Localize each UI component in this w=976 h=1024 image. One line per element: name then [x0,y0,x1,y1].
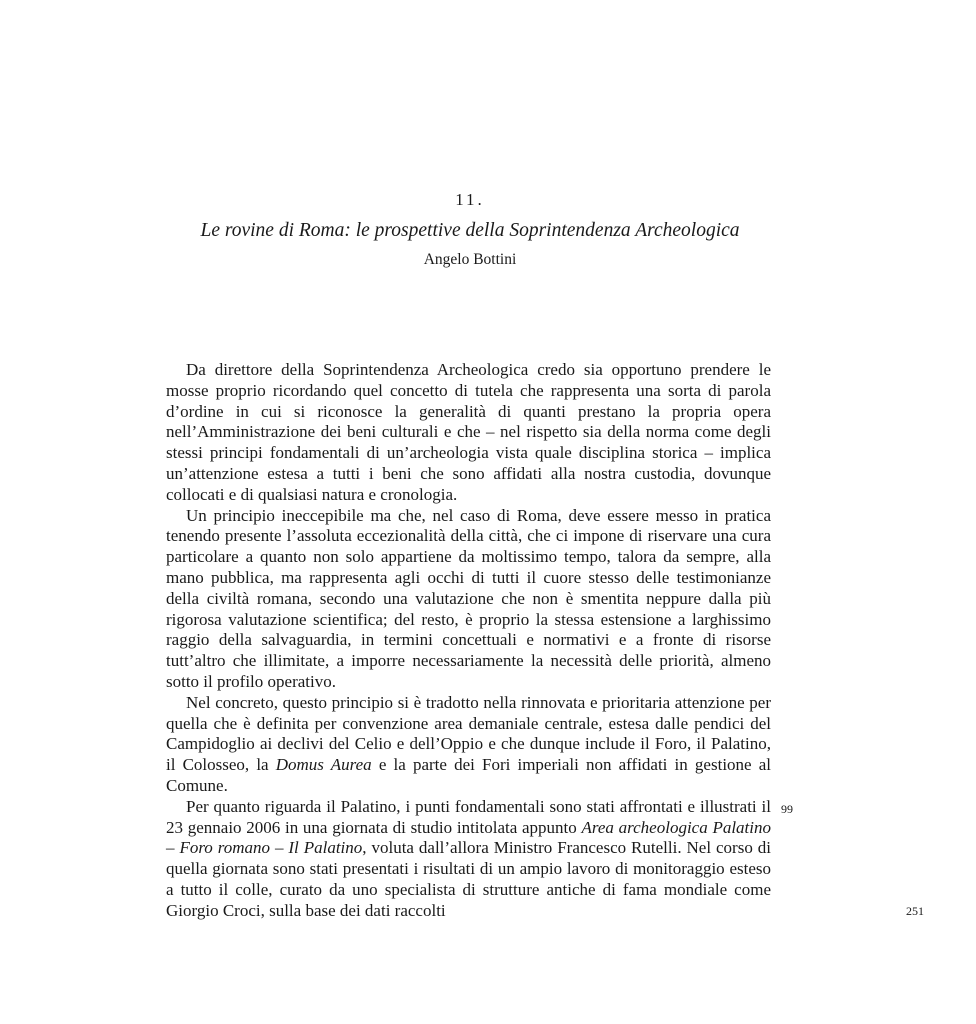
chapter-number: 11. [455,190,485,209]
paragraph-text: Per quanto riguarda il Palatino, i punti fondamentali sono stati affrontati e illustrati il 23 gennaio 2006 in una giornata di studio intitolata appunto [166,796,771,837]
paragraph-text: Nel concreto, questo principio si è tradotto nella rinnovata e prioritaria attenzione per quella che è definita per convenzione area demaniale centrale, estesa dalle pendici del Campidoglio ai declivi del Celio e dell’Oppio e che dunque include il Foro, il Palatino, il Colosseo, la [166,692,771,775]
italic-title: Area archeologica Palatino – Foro romano – Il Palatino [166,817,771,858]
paragraph-text: Da direttore della Soprintendenza Archeologica credo sia opportuno prendere le mosse proprio ricordando quel concetto di tutela che rappresenta una sorta di parola d’ordine in cui si riconosce la generalità di quanti prestano la propria opera nell’Amministrazione dei beni culturali e che – nel rispetto sia della norma come degli stessi principi fondamentali di un’archeologia vista quale disciplina storica – implica un’attenzione estesa a tutti i beni che sono affidati alla nostra custodia, dovunque collocati e di qualsiasi natura e cronologia. [166,360,771,504]
body-text [166,360,771,922]
italic-term: Domus Aurea [275,755,372,775]
paragraph-3 [166,693,771,797]
page-number: 251 [906,904,924,918]
paragraph-4 [166,797,771,922]
margin-note: 99 [781,802,793,816]
paragraph-2 [166,506,771,693]
paragraph-text: Un principio ineccepibile ma che, nel caso di Roma, deve essere messo in pratica tenendo presente l’assoluta eccezionalità della città, che ci impone di riservare una cura particolare a quanto non solo appartiene da moltissimo tempo, talora da sempre, alla mano pubblica, ma rappresenta agli occhi di tutti il cuore stesso delle testimonianze della civiltà romana, secondo una valutazione che non è smentita neppure dalla più rigorosa valutazione scientifica; del resto, è proprio la stessa estensione a larghissimo raggio della salvaguardia, in termini concettuali e normativi e a fronte di risorse tutt’altro che illimitate, a imporre necessariamente la necessità delle priorità, almeno sotto il profilo operativo. [166,505,771,691]
paragraph-text: e la parte dei Fori imperiali non affidati in gestione al Comune. [166,755,771,795]
paragraph-text: , voluta dall’allora Ministro Francesco Rutelli. Nel corso di quella giornata sono stati presentati i risultati di un ampio lavoro di monitoraggio esteso a tutto il colle, curato da uno specialista di strutture antiche di fama mondiale come Giorgio Croci, sulla base dei dati raccolti [166,838,771,920]
chapter-title: Le rovine di Roma: le prospettive della Soprintendenza Archeologica [200,220,740,241]
author-name: Angelo Bottini [423,251,517,268]
paragraph-1 [166,360,771,506]
